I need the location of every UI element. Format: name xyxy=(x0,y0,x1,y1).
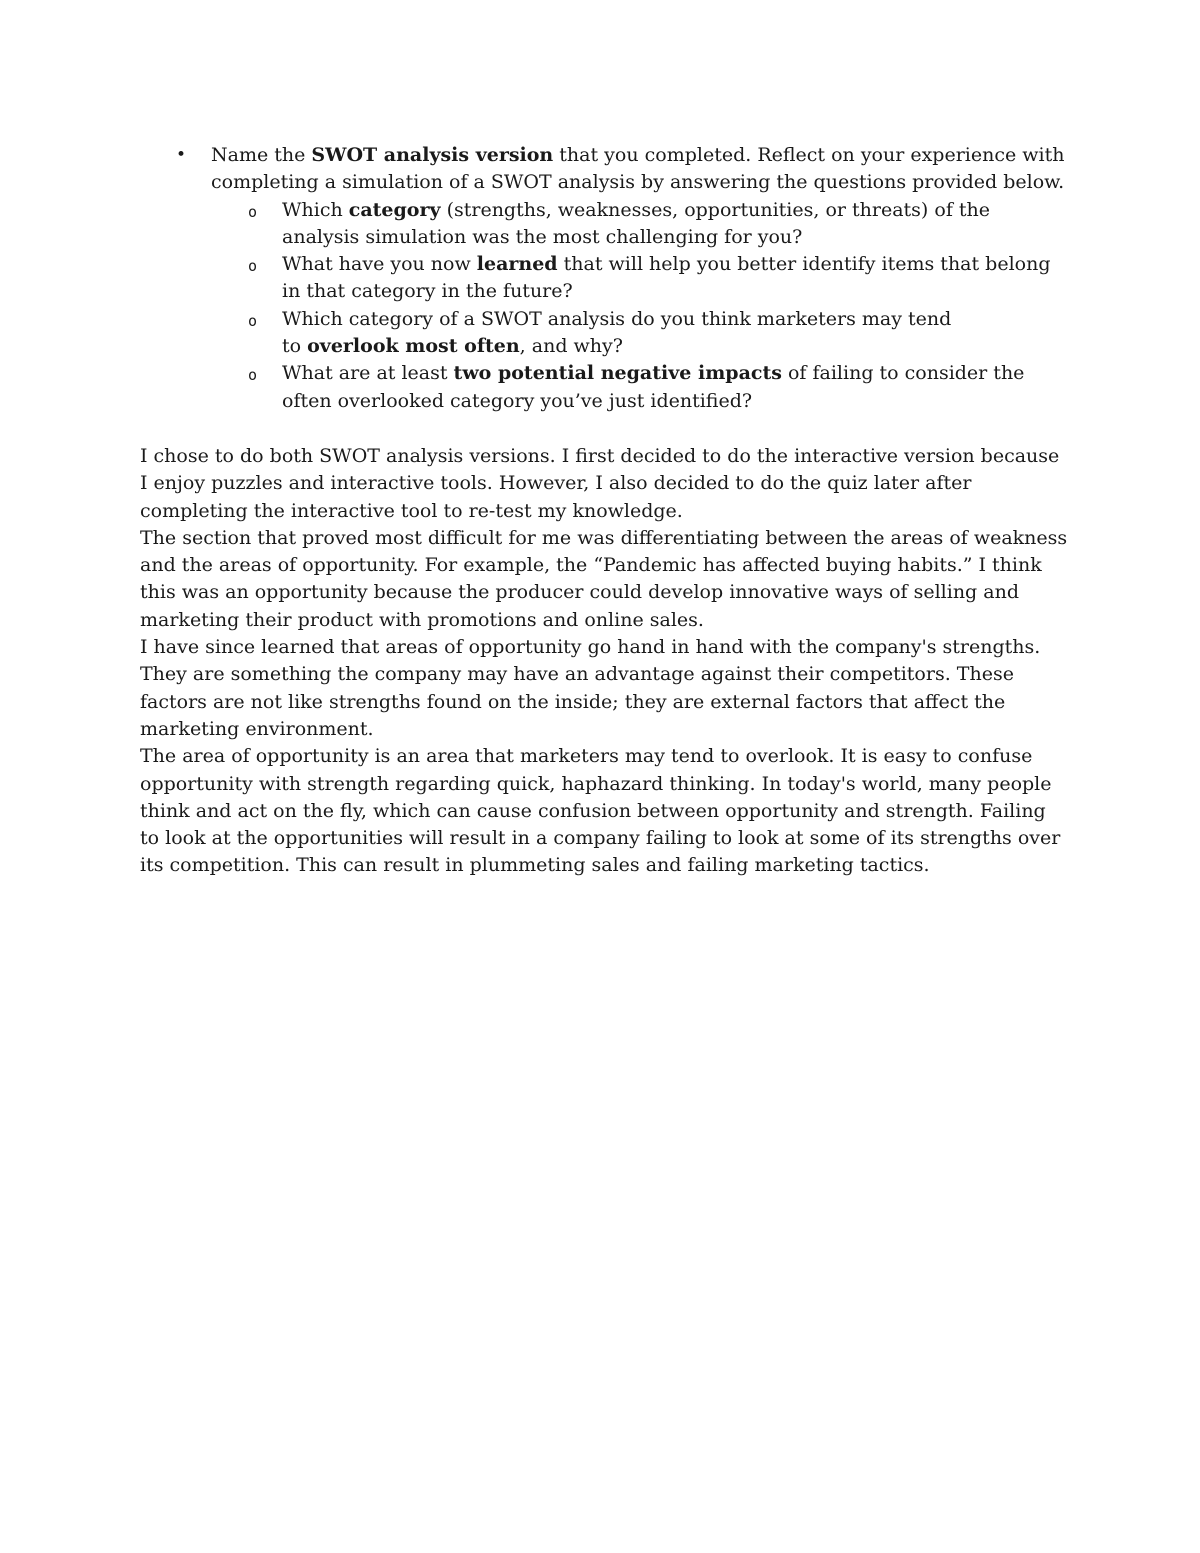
response-paragraph: The area of opportunity is an area that marketers may tend to overlook. It is easy to confuse opportunity with strength regarding quick, haphazard thinking. In today's world, many people think and act on the fly, which can cause confusion between opportunity and strength. Failing to look at the opportunities will result in a company failing to look at some of its strengths over its competition. This can result in plummeting sales and failing marketing tactics. xyxy=(140,745,1061,877)
circle-bullet-icon: o xyxy=(248,366,258,385)
question-item: o Which category (strengths, weaknesses, opportunities, or threats) of the analysis simulation was the most challenging for you? xyxy=(248,198,991,248)
response-paragraph: I chose to do both SWOT analysis versions. I first decided to do the interactive version because I enjoy puzzles and interactive tools. However, I also decided to do the quiz later after completing the interactive tool to re-test my knowledge. xyxy=(140,445,1060,522)
question-emphasis: category xyxy=(348,198,441,221)
prompt-main-text: Name the SWOT analysis version that you completed. Reflect on your experience with completing a simulation of a SWOT analysis by answering the questions provided below. xyxy=(211,144,1065,194)
response-paragraph: The section that proved most difficult for me was differentiating between the areas of weakness and the areas of opportunity. For example, the “Pandemic has affected buying habits.” I think this was an opportunity because the producer could develop innovative ways of selling and marketing their product with promotions and online sales. xyxy=(140,526,1068,631)
question-emphasis: two potential negative impacts xyxy=(453,362,782,385)
swot-version-emphasis: SWOT analysis version xyxy=(311,144,554,166)
response-paragraph: I have since learned that areas of opportunity go hand in hand with the company's strengths. They are something the company may have an advantage against their competitors. These factors are not like strengths found on the inside; they are external factors that affect the marketing environment. xyxy=(140,636,1041,740)
question-list xyxy=(211,197,1070,415)
question-item: o What have you now learned that will help you better identify items that belong in that category in the future? xyxy=(248,253,1051,303)
question-emphasis: learned xyxy=(476,253,558,276)
bullet-icon: • xyxy=(176,145,187,165)
prompt-main-item xyxy=(140,142,1070,415)
response-body xyxy=(140,443,1070,880)
prompt-list xyxy=(140,142,1070,415)
question-emphasis: overlook most often xyxy=(307,335,520,358)
question-item: o Which category of a SWOT analysis do you think marketers may tend to overlook most often, and why? xyxy=(248,307,952,358)
circle-bullet-icon: o xyxy=(248,311,258,330)
circle-bullet-icon: o xyxy=(248,202,258,221)
question-item: o What are at least two potential negative impacts of failing to consider the often overlooked category you’ve just identified? xyxy=(248,362,1025,412)
circle-bullet-icon: o xyxy=(248,257,258,276)
